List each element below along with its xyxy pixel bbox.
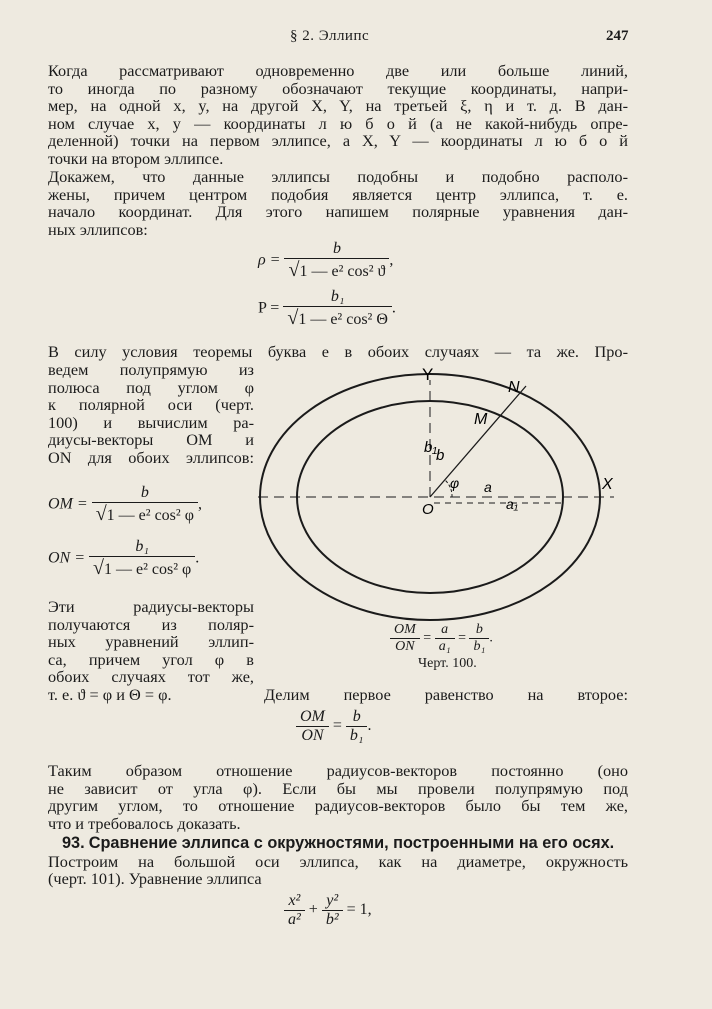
label-o: O	[422, 501, 434, 518]
denominator: √1 — e² cos² ϑ	[284, 258, 389, 282]
numerator: OM	[300, 708, 325, 725]
text-line: ON для обоих эллипсов:	[48, 447, 254, 467]
denominator: b₁	[469, 638, 489, 655]
radicand: 1 — e² cos² φ	[106, 507, 194, 524]
denominator: √1 — e² cos² φ	[89, 556, 195, 580]
punct: .	[391, 299, 396, 317]
text-line: другим углом, то отношение радиусов-векторов было бы тем же,	[48, 796, 628, 816]
label-b: b	[436, 447, 445, 464]
text-line: Делим первое равенство на второе:	[264, 685, 628, 704]
fraction	[346, 708, 368, 745]
punct: .	[367, 717, 372, 735]
text-line: Таким образом отношение радиусов-векторов постоянно (оно	[48, 761, 628, 780]
text-line: ных эллипсов:	[48, 219, 148, 239]
text-line: к полярной оси (черт.	[48, 395, 254, 415]
radicand: 1 — e² cos² φ	[104, 561, 192, 578]
text-line: что и требовалось доказать.	[48, 813, 241, 833]
paragraph-5	[48, 762, 628, 832]
text-line: не зависит от угла φ). Если бы мы провели полупрямую под	[48, 778, 628, 798]
formula-lhs: ρ =	[258, 251, 281, 269]
text-line: Докажем, что данные эллипсы подобны и подобно располо-	[48, 167, 628, 186]
diagram-caption-formula	[390, 622, 493, 655]
numerator: b₁	[330, 288, 345, 305]
punct: .	[195, 549, 200, 567]
numerator: b	[475, 622, 483, 637]
numerator: a	[441, 622, 449, 637]
text-line: са, причем угол φ в	[48, 649, 254, 669]
denominator: √1 — e² cos² φ	[92, 502, 198, 526]
ellipse-diagram	[252, 362, 632, 632]
text-line: В силу условия теоремы буква e в обоих случаях — та же. Про-	[48, 342, 628, 361]
fraction	[390, 622, 420, 655]
numerator: b	[352, 708, 361, 725]
text-line: 100) и вычислим ра-	[48, 412, 254, 432]
formula-rhs: = 1,	[346, 901, 372, 919]
punct: ,	[389, 251, 394, 269]
diagram-caption: Черт. 100.	[418, 656, 477, 671]
equals-sign: =	[458, 630, 466, 646]
text-line: ном случае x, y — координаты л ю б о й (а не какой-нибудь опре-	[48, 113, 628, 133]
text-line: диусы-векторы OM и	[48, 430, 254, 450]
radicand: 1 — e² cos² ϑ	[299, 263, 386, 280]
denominator: ON	[390, 638, 420, 655]
text-line: мер, на одной x, y, на другой X, Y, на третьей ξ, η и т. д. В дан-	[48, 96, 628, 116]
section-number: 93.	[62, 834, 85, 852]
numerator: b	[140, 484, 149, 501]
paragraph-2	[48, 168, 628, 238]
denominator: a²	[284, 910, 305, 929]
fraction	[284, 892, 305, 929]
paragraph-4-right	[264, 686, 628, 704]
text-line: обоих случаях тот же,	[48, 667, 254, 687]
label-a: a	[484, 479, 492, 495]
denominator: b²	[322, 910, 343, 929]
page-number: 247	[606, 28, 629, 44]
numerator: b	[332, 240, 341, 257]
text-line: т. е. ϑ = φ и Θ = φ.	[48, 684, 172, 704]
equals-sign: =	[332, 717, 342, 735]
label-n: N	[508, 379, 520, 396]
section-93	[48, 834, 628, 888]
numerator: x²	[288, 892, 301, 909]
text-line: то иногда по разному обозначают текущие координаты, напри-	[48, 78, 628, 98]
text-line: начало координат. Для этого напишем полярные уравнения дан-	[48, 202, 628, 222]
label-x: X	[602, 476, 613, 493]
radius-vector-om	[48, 484, 202, 526]
numerator: OM	[394, 622, 416, 637]
section-heading-title: Сравнение эллипса с окружностями, построенными на его осях.	[88, 834, 615, 852]
text-line: Когда рассматривают одновременно две или больше линий,	[48, 61, 628, 80]
punct: ,	[197, 495, 202, 513]
fraction	[469, 622, 489, 655]
label-m: M	[474, 411, 488, 428]
label-a1: a₁	[506, 496, 519, 512]
denominator: a₁	[435, 638, 455, 655]
section-title: § 2. Эллипс	[290, 28, 370, 44]
text-line: точки на втором эллипсе.	[48, 148, 224, 168]
fraction	[284, 240, 389, 282]
denominator: b₁	[346, 726, 368, 745]
formula-lhs: P =	[258, 299, 280, 317]
text-line: получаются из поляр-	[48, 614, 254, 634]
section-heading	[48, 834, 628, 853]
text-line: деленной) точки на первом эллипсе, а X, Y — координаты л ю б о й	[48, 131, 628, 151]
numerator: y²	[326, 892, 339, 909]
punct: .	[489, 630, 493, 646]
ellipse-equation	[284, 892, 372, 929]
numerator: b₁	[135, 538, 149, 555]
formula-lhs: ON =	[48, 549, 86, 567]
fraction	[296, 708, 329, 745]
paragraph-4-left	[48, 598, 254, 704]
text-line: Эти радиусы-векторы	[48, 597, 254, 616]
fraction	[283, 288, 392, 330]
label-y: Y	[422, 365, 434, 384]
fraction	[89, 538, 195, 580]
text-line: Построим на большой оси эллипса, как на диаметре, окружность	[48, 851, 628, 871]
denominator: √1 — e² cos² Θ	[283, 306, 392, 330]
ratio-equation	[296, 708, 371, 745]
paragraph-3	[48, 343, 628, 361]
fraction	[322, 892, 343, 929]
fraction	[92, 484, 198, 526]
polar-equation-2	[258, 288, 396, 330]
denominator: ON	[296, 726, 329, 745]
paragraph-3-left	[48, 361, 254, 467]
polar-equation-1	[258, 240, 393, 282]
text-line: жены, причем центром подобия является центр эллипса, т. е.	[48, 184, 628, 204]
text-line: ведем полупрямую из	[48, 360, 254, 379]
fraction	[435, 622, 455, 655]
text-line: ных уравнений эллип-	[48, 632, 254, 652]
label-b1: b₁	[424, 439, 438, 456]
polar-ray	[430, 386, 526, 497]
text-line: (черт. 101). Уравнение эллипса	[48, 869, 262, 889]
plus-sign: +	[308, 901, 318, 919]
label-phi: φ	[450, 475, 460, 491]
radicand: 1 — e² cos² Θ	[298, 311, 388, 328]
radius-vector-on	[48, 538, 199, 580]
equals-sign: =	[423, 630, 432, 646]
formula-lhs: OM =	[48, 495, 88, 513]
text-line: полюса под углом φ	[48, 377, 254, 397]
paragraph-1	[48, 62, 628, 168]
